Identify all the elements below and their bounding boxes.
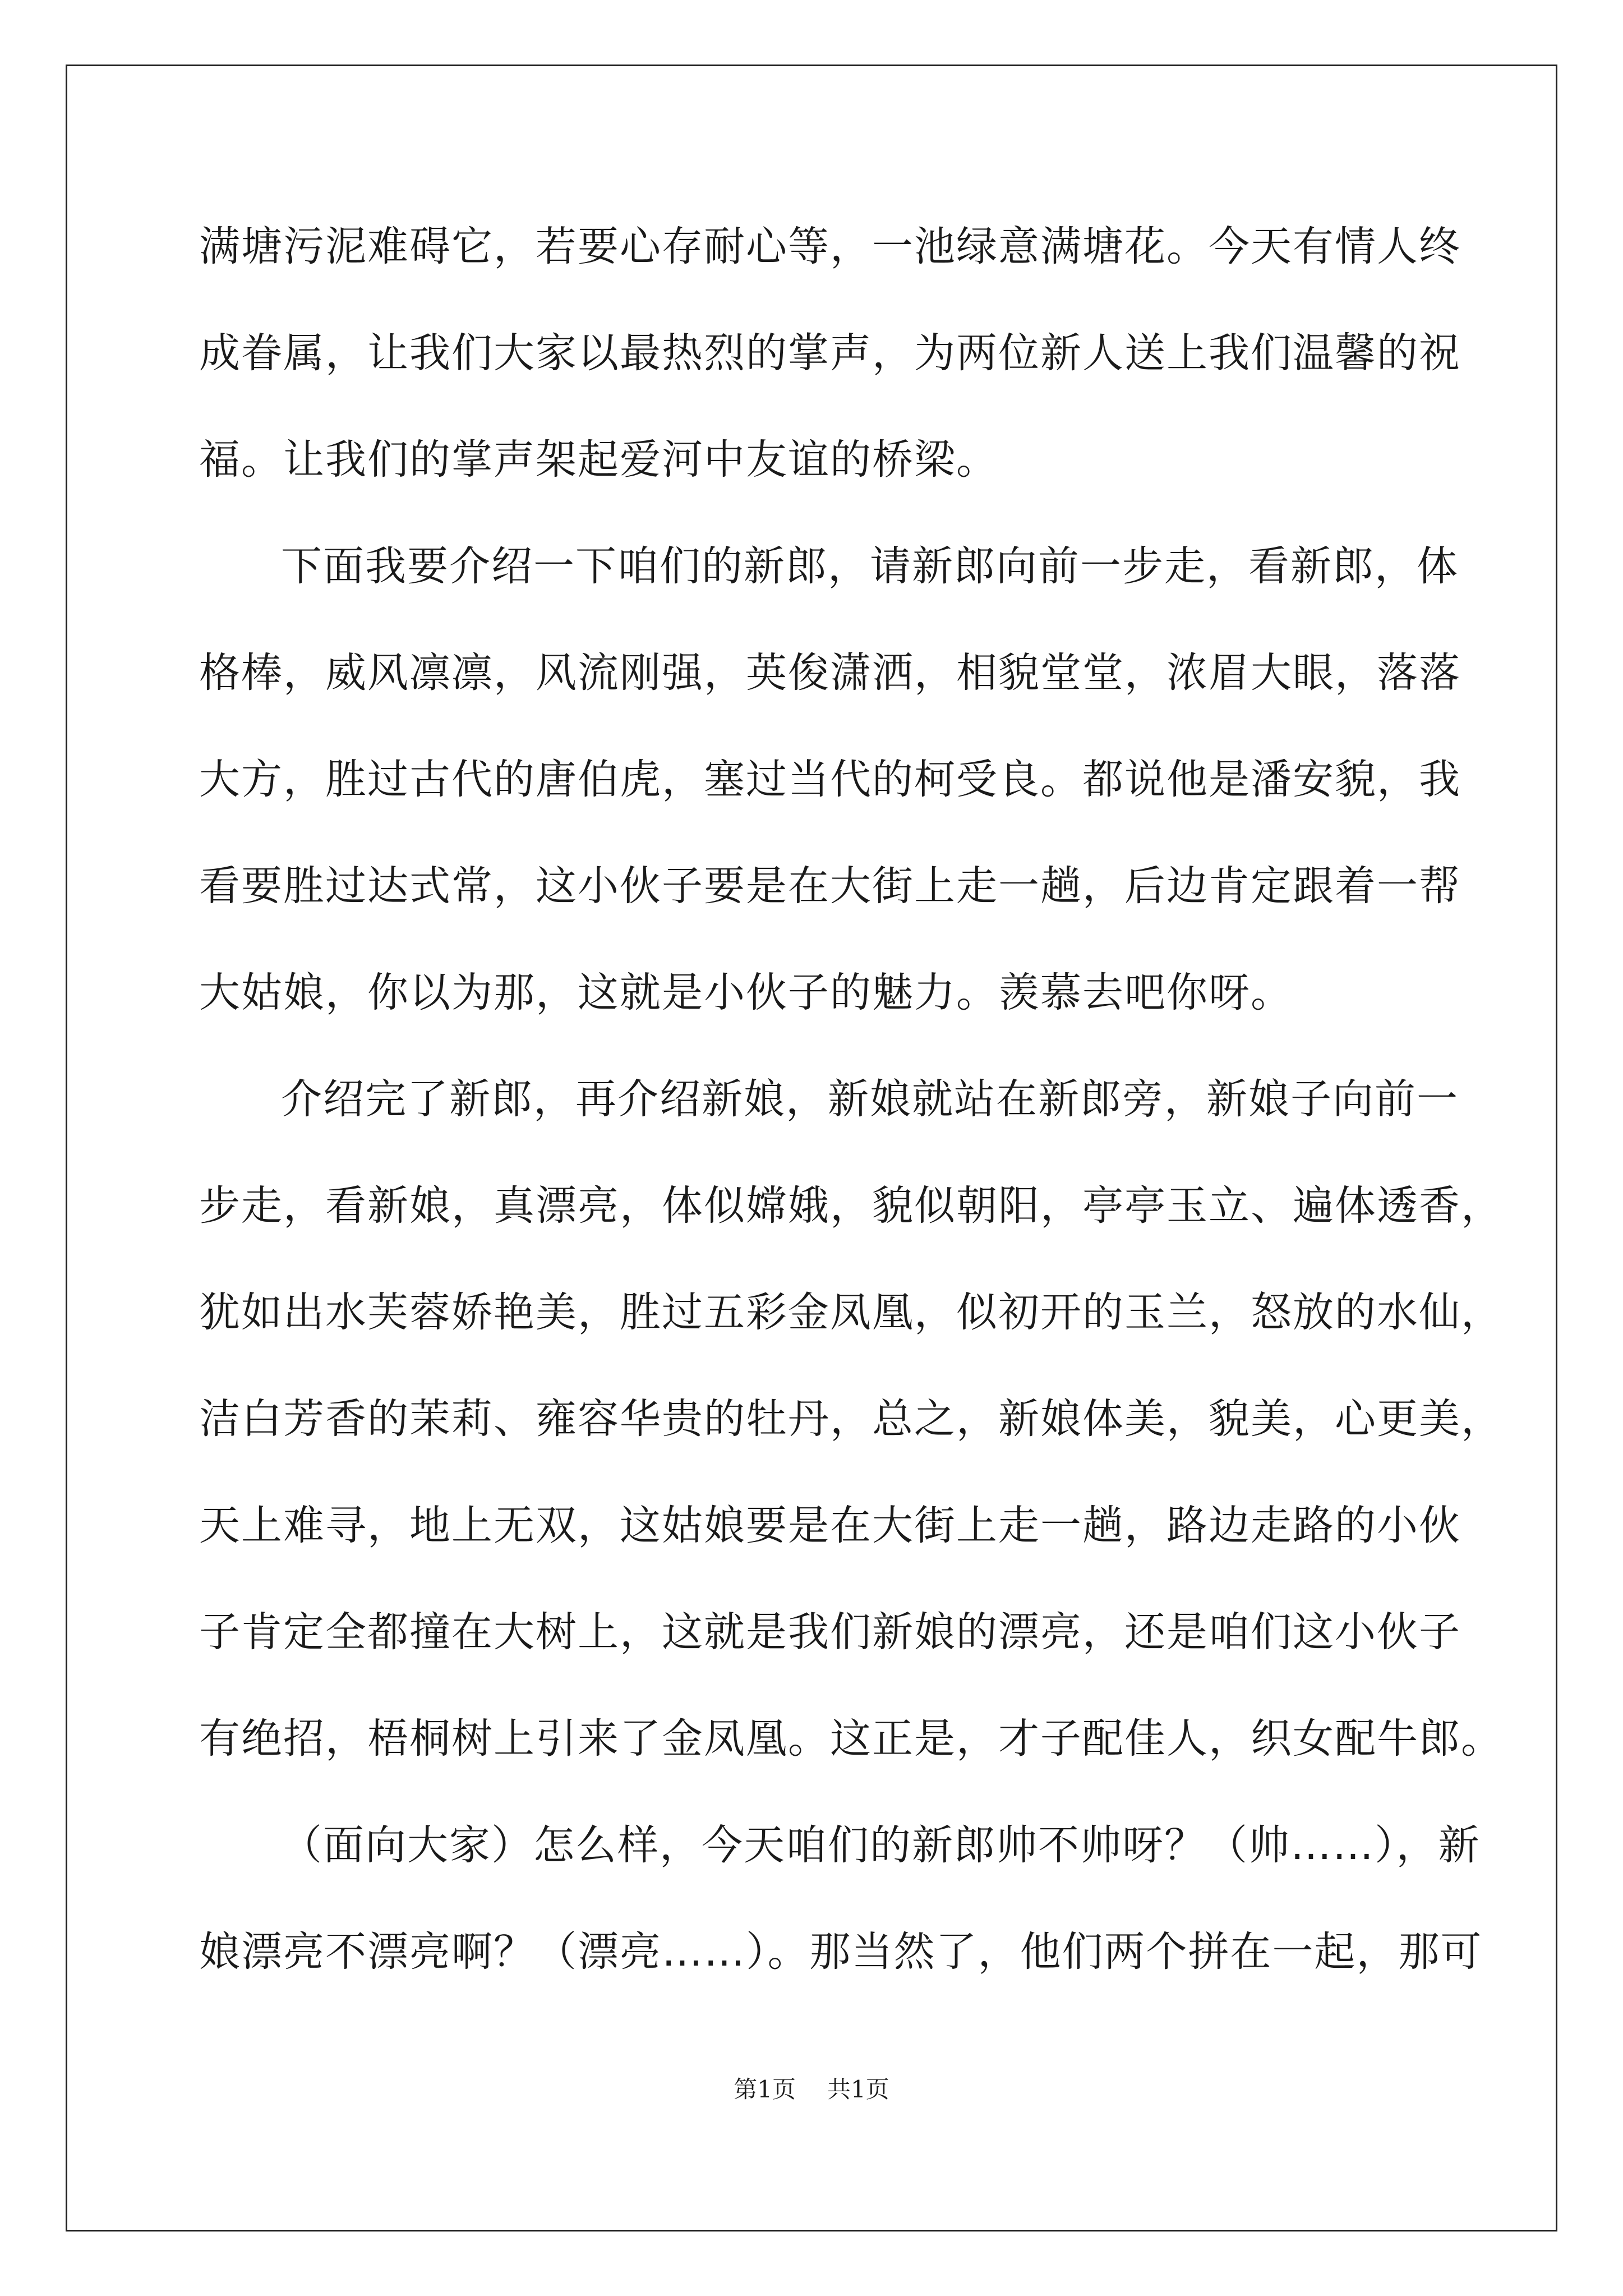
text-line: 成眷属，让我们大家以最热烈的掌声，为两位新人送上我们温馨的祝 (199, 329, 1461, 377)
text-line: 满塘污泥难碍它，若要心存耐心等，一池绿意满塘花。今天有情人终 (199, 223, 1461, 270)
text-line: 子肯定全都撞在大树上，这就是我们新娘的漂亮，还是咱们这小伙子 (199, 1608, 1461, 1656)
text-line: 格棒，威风凛凛，风流刚强，英俊潇洒，相貌堂堂，浓眉大眼，落落 (199, 649, 1461, 697)
page-footer (0, 2073, 1623, 2106)
text-line: 娘漂亮不漂亮啊？（漂亮……）。那当然了，他们两个拼在一起，那可 (199, 1928, 1483, 1976)
text-line: 洁白芳香的茉莉、雍容华贵的牡丹，总之，新娘体美，貌美，心更美， (199, 1395, 1503, 1443)
text-line: 福。让我们的掌声架起爱河中友谊的桥梁。 (199, 436, 998, 484)
text-line: 大姑娘，你以为那，这就是小伙子的魅力。羡慕去吧你呀。 (199, 969, 1293, 1016)
text-line: 有绝招，梧桐树上引来了金凤凰。这正是，才子配佳人，织女配牛郎。 (199, 1715, 1503, 1763)
paragraph-start-line: （面向大家）怎么样，今天咱们的新郎帅不帅呀？（帅……），新 (281, 1821, 1481, 1869)
paragraph-start-line: 介绍完了新郎，再介绍新娘，新娘就站在新郎旁，新娘子向前一 (281, 1075, 1459, 1123)
text-line: 看要胜过达式常，这小伙子要是在大街上走一趟，后边肯定跟着一帮 (199, 862, 1461, 910)
text-line: 步走，看新娘，真漂亮，体似嫦娥，貌似朝阳，亭亭玉立、遍体透香， (199, 1182, 1503, 1230)
document-body (199, 205, 1503, 2017)
text-line: 大方，胜过古代的唐伯虎，塞过当代的柯受良。都说他是潘安貌，我 (199, 756, 1461, 803)
text-line: 天上难寻，地上无双，这姑娘要是在大街上走一趟，路边走路的小伙 (199, 1502, 1461, 1549)
text-line: 犹如出水芙蓉娇艳美，胜过五彩金凤凰，似初开的玉兰，怒放的水仙， (199, 1289, 1503, 1336)
page-number: 第1页 (734, 2076, 796, 2103)
page-total: 共1页 (827, 2076, 889, 2103)
paragraph-start-line: 下面我要介绍一下咱们的新郎，请新郎向前一步走，看新郎，体 (281, 542, 1459, 590)
